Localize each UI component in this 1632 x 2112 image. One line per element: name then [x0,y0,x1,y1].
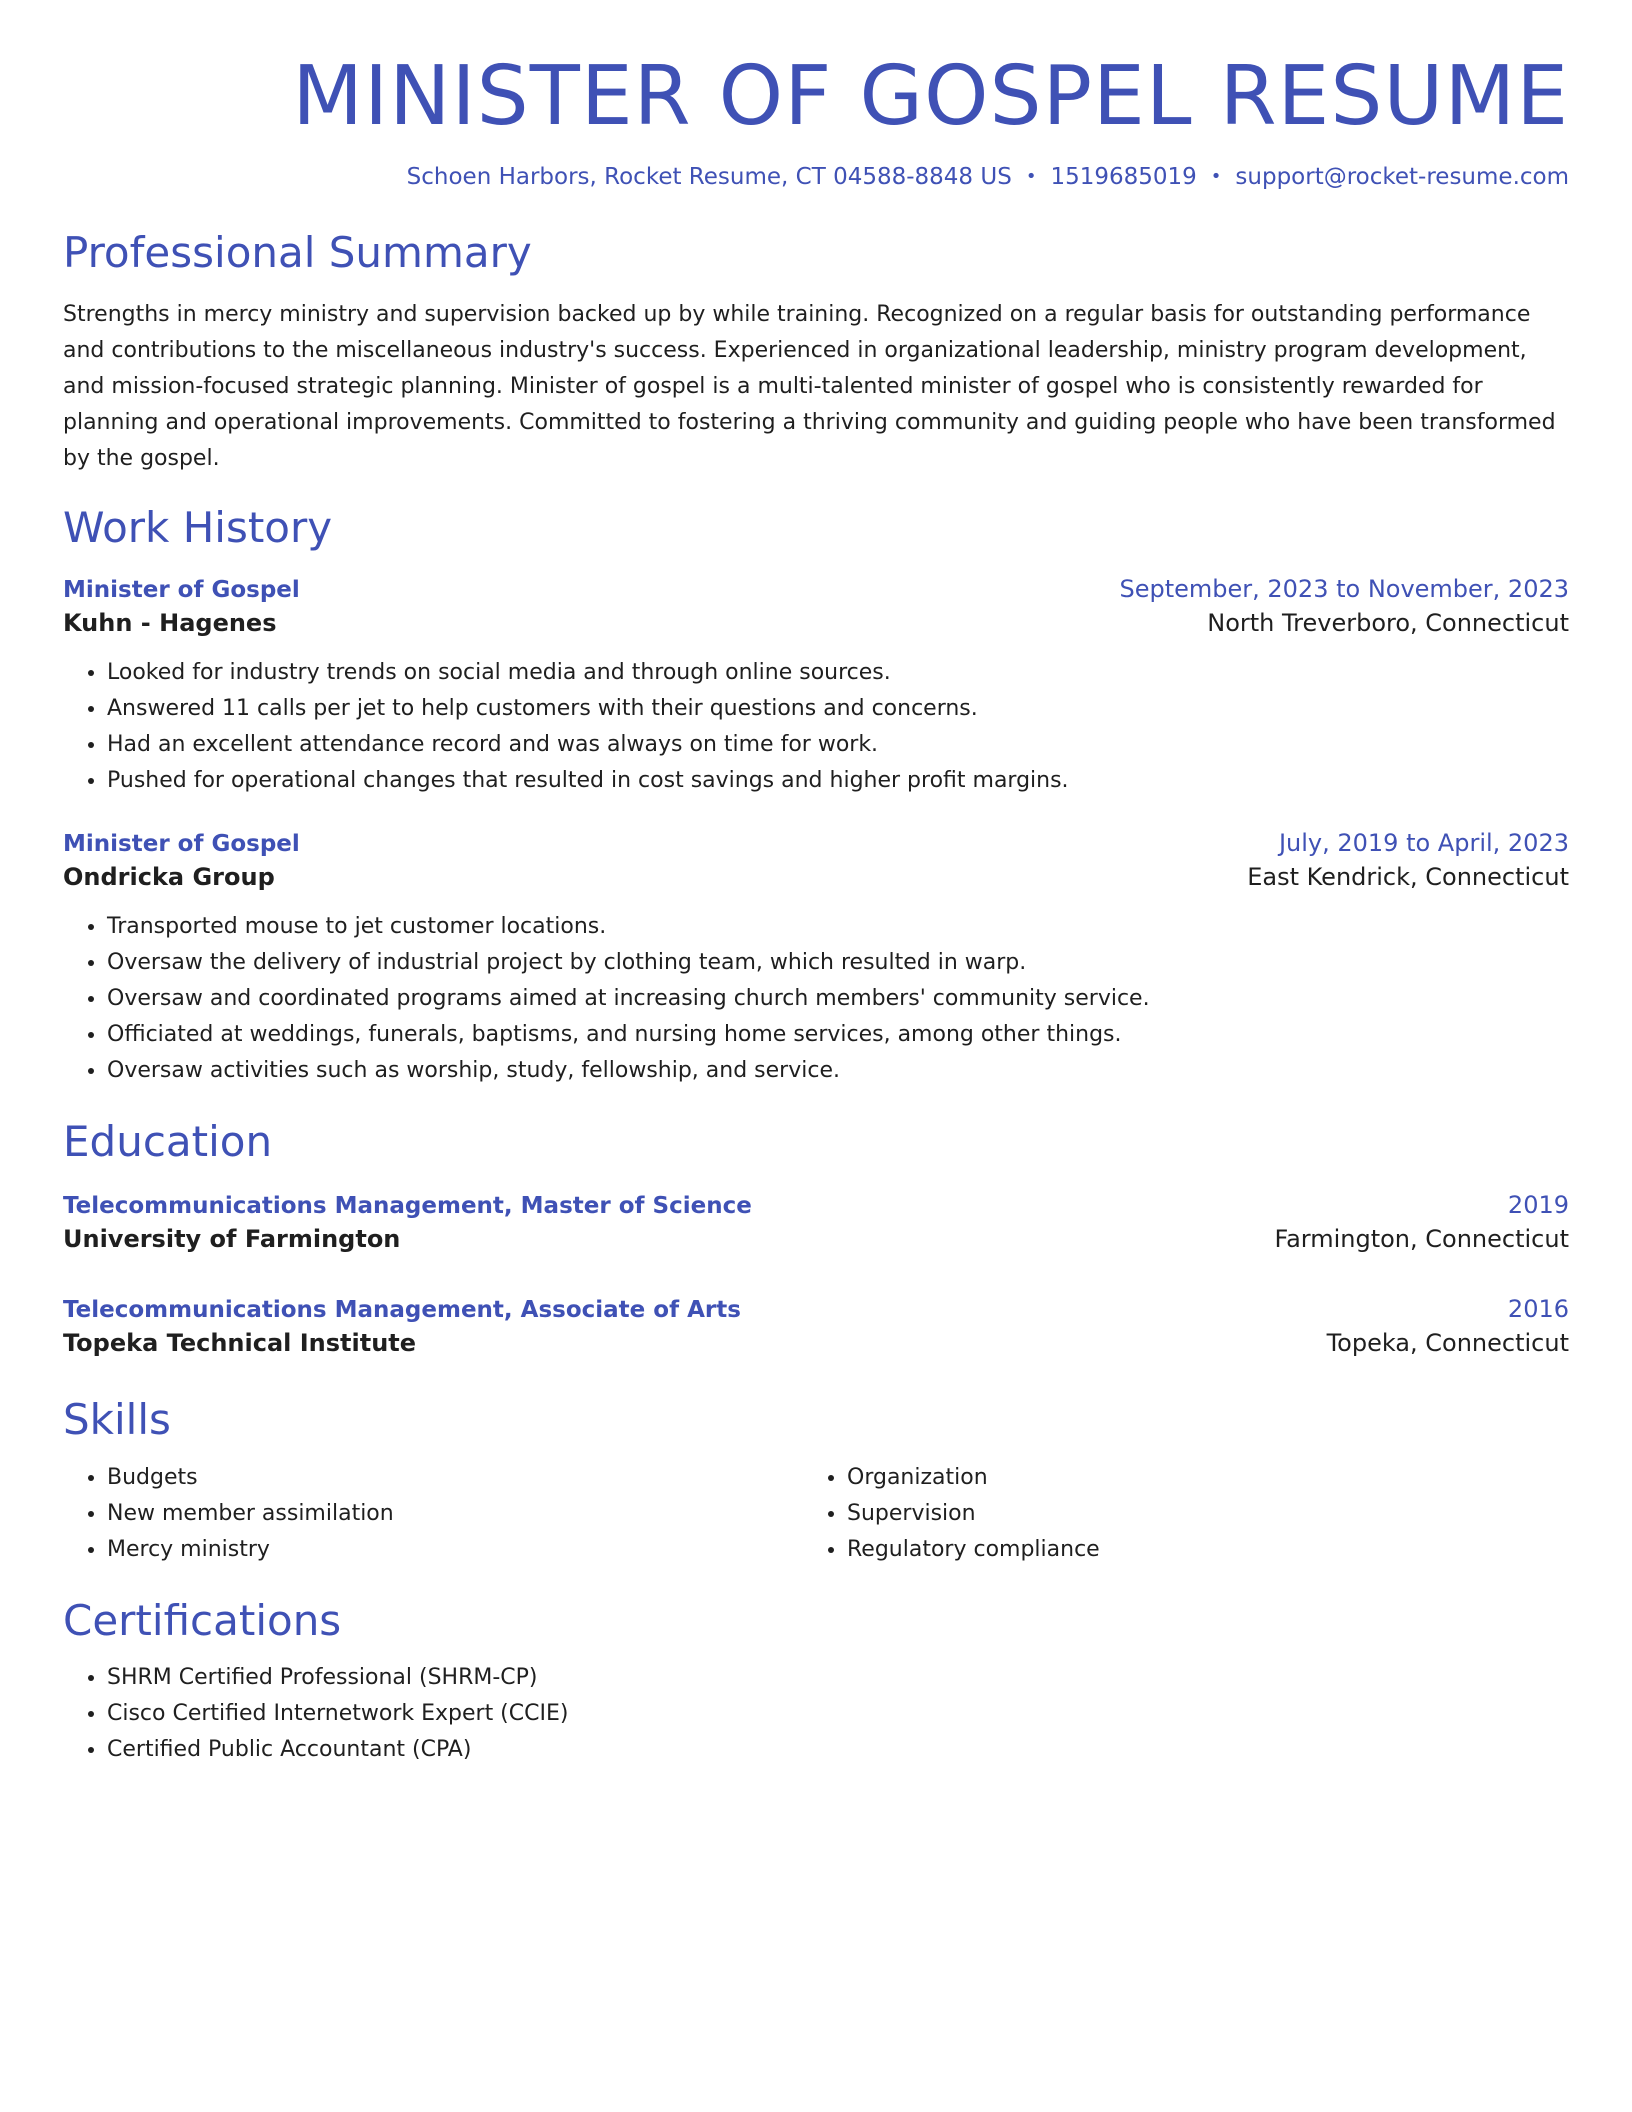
list-item: • Oversaw the delivery of industrial project by clothing team, which resulted in warp. [107,945,1569,981]
education-school: University of Farmington [63,1225,401,1254]
education-section [63,1117,1569,1357]
education-header-row [63,1295,1569,1323]
list-item: • Cisco Certified Internetwork Expert (CCIE) [107,1696,1569,1732]
professional-summary-section [63,228,1569,476]
contact-separator: • [1025,166,1037,188]
list-item: • Oversaw activities such as worship, study, fellowship, and service. [107,1053,1569,1089]
skills-list-left [63,1460,803,1568]
work-history-section [63,503,1569,1089]
education-degree: Telecommunications Management, Master of Science [63,1193,752,1220]
contact-separator: • [1210,166,1222,188]
skills-section [63,1395,1569,1567]
list-item: • Mercy ministry [107,1532,803,1568]
section-title-work: Work History [63,502,333,552]
contact-email[interactable]: support@rocket-resume.com [1235,164,1569,191]
certifications-section [63,1596,1569,1768]
list-item: • Transported mouse to jet customer locations. [107,909,1569,945]
job-org-row [63,863,1569,891]
list-item: • Supervision [847,1496,1543,1532]
list-item: • Regulatory compliance [847,1532,1543,1568]
job-dates: July, 2019 to April, 2023 [1278,829,1569,858]
job-company: Kuhn - Hagenes [63,609,277,638]
education-location: Farmington, Connecticut [1274,1225,1569,1254]
education-year: 2019 [1507,1191,1569,1220]
contact-line [63,164,1569,190]
section-title-certifications: Certifications [63,1595,342,1645]
education-school-row [63,1329,1569,1357]
job-header-row [63,829,1569,857]
job-bullets [63,909,1569,1089]
education-degree: Telecommunications Management, Associate of Arts [63,1297,741,1324]
summary-text: Strengths in mercy ministry and supervision backed up by while training. Recognized on a regular basis for outstanding performance and contributions to the miscellaneous industry's success. Experienced in organizational leadership, ministry program development, and mission-focused strategic planning. Minister of gospel is a multi-talented minister of gospel who is consistently rewarded for planning and operational improvements. Committed to fostering a thriving community and guiding people who have been transformed by the gospel. [63,301,1556,471]
job-location: East Kendrick, Connecticut [1247,863,1569,892]
list-item: • Pushed for operational changes that resulted in cost savings and higher profit margins. [107,763,1569,799]
section-title-summary: Professional Summary [63,228,532,278]
education-school-row [63,1225,1569,1253]
section-title-skills: Skills [63,1395,171,1445]
resume-title: MINISTER OF GOSPEL RESUME [292,49,1569,144]
job-header-row [63,575,1569,603]
resume-header [63,50,1569,190]
list-item: • New member assimilation [107,1496,803,1532]
job-bullets [63,655,1569,799]
job-title: Minister of Gospel [63,831,300,858]
list-item: • Oversaw and coordinated programs aimed at increasing church members' community service. [107,981,1569,1017]
skills-list-right [803,1460,1543,1568]
education-school: Topeka Technical Institute [63,1329,417,1358]
education-header-row [63,1191,1569,1219]
list-item: • Answered 11 calls per jet to help customers with their questions and concerns. [107,691,1569,727]
list-item: • Organization [847,1460,1543,1496]
job-entry [63,829,1569,1089]
job-dates: September, 2023 to November, 2023 [1119,575,1569,604]
contact-phone[interactable]: 1519685019 [1050,164,1197,191]
skills-grid [63,1460,1569,1568]
job-company: Ondricka Group [63,863,275,892]
list-item: • SHRM Certified Professional (SHRM-CP) [107,1660,1569,1696]
list-item: • Officiated at weddings, funerals, baptisms, and nursing home services, among other things. [107,1017,1569,1053]
list-item: • Certified Public Accountant (CPA) [107,1732,1569,1768]
education-entry [63,1191,1569,1253]
job-title: Minister of Gospel [63,577,300,604]
section-title-education: Education [63,1117,273,1167]
list-item: • Had an excellent attendance record and was always on time for work. [107,727,1569,763]
job-entry [63,575,1569,799]
job-location: North Treverboro, Connecticut [1207,609,1569,638]
job-org-row [63,609,1569,637]
education-entry [63,1295,1569,1357]
list-item: • Looked for industry trends on social media and through online sources. [107,655,1569,691]
education-year: 2016 [1507,1295,1569,1324]
education-location: Topeka, Connecticut [1326,1329,1569,1358]
certifications-list [63,1660,1569,1768]
contact-address: Schoen Harbors, Rocket Resume, CT 04588-8848 US [406,164,1012,191]
list-item: • Budgets [107,1460,803,1496]
